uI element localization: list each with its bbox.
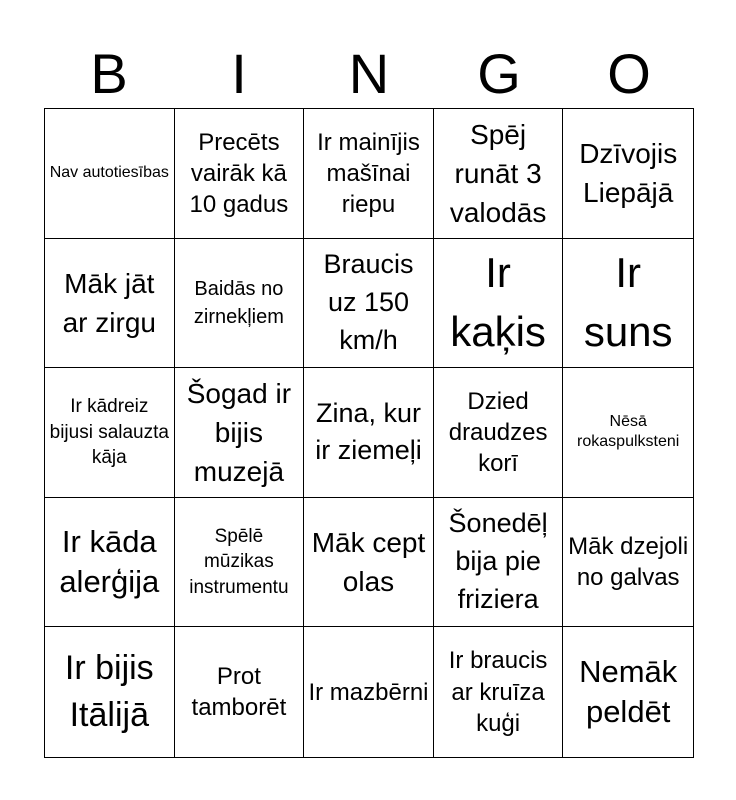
cell-text: Dzied draudzes korī: [448, 387, 548, 478]
cell-text: Ir mainījis mašīnai riepu: [317, 128, 420, 218]
cell-text: Ir mazbērni: [308, 678, 429, 706]
bingo-cell[interactable]: [175, 109, 305, 239]
bingo-cell[interactable]: [434, 109, 564, 239]
cell-text: Ir kaķis: [450, 249, 546, 355]
bingo-cell[interactable]: [304, 498, 434, 628]
bingo-cell[interactable]: [434, 239, 564, 369]
bingo-cell[interactable]: [45, 239, 175, 369]
header-letter-n: N: [348, 42, 390, 105]
cell-text: Ir kādreiz bijusi salauzta kāja: [49, 396, 169, 469]
bingo-cell[interactable]: [175, 239, 305, 369]
cell-text: Nēsā rokaspulksteni: [577, 412, 680, 451]
bingo-cell[interactable]: [304, 368, 434, 498]
cell-text: Prot tamborēt: [191, 663, 287, 722]
bingo-cell[interactable]: [563, 109, 693, 239]
header-letter-g: G: [477, 42, 521, 105]
bingo-cell[interactable]: [563, 627, 693, 757]
bingo-cell[interactable]: [434, 498, 564, 628]
cell-text: Māk dzejoli no galvas: [568, 532, 689, 592]
bingo-header: [44, 40, 694, 108]
cell-text: Māk jāt ar zirgu: [62, 267, 156, 338]
cell-text: Nav autotiesības: [49, 163, 169, 181]
cell-text: Ir braucis ar kruīza kuģi: [448, 647, 548, 737]
bingo-cell[interactable]: [563, 368, 693, 498]
cell-text: Braucis uz 150 km/h: [323, 249, 414, 355]
cell-text: Māk cept olas: [311, 526, 426, 598]
header-letter-i: I: [231, 42, 247, 105]
cell-text: Ir kāda alerģija: [59, 523, 160, 600]
bingo-cell[interactable]: [175, 627, 305, 757]
bingo-cell[interactable]: [175, 498, 305, 628]
cell-text: Dzīvojis Liepājā: [579, 138, 678, 209]
header-letter-o: O: [607, 42, 651, 105]
bingo-cell[interactable]: [304, 109, 434, 239]
header-letter-b: B: [90, 42, 128, 105]
bingo-cell[interactable]: [175, 368, 305, 498]
bingo-cell[interactable]: [45, 627, 175, 757]
bingo-cell[interactable]: [45, 498, 175, 628]
cell-text: Spēlē mūzikas instrumentu: [189, 525, 289, 598]
bingo-cell[interactable]: [434, 368, 564, 498]
cell-text: Ir bijis Itālijā: [64, 648, 154, 735]
bingo-cell[interactable]: [45, 368, 175, 498]
cell-text: Precēts vairāk kā 10 gadus: [189, 128, 289, 218]
cell-text: Baidās no zirnekļiem: [193, 277, 284, 328]
bingo-cell[interactable]: [434, 627, 564, 757]
cell-text: Ir suns: [583, 249, 673, 355]
bingo-cell[interactable]: [563, 239, 693, 369]
bingo-cell[interactable]: [304, 627, 434, 757]
bingo-grid: [44, 108, 694, 758]
cell-text: Šonedēļ bija pie friziera: [448, 508, 548, 614]
cell-text: Nemāk peldēt: [579, 653, 678, 730]
bingo-cell[interactable]: [45, 109, 175, 239]
cell-text: Spēj runāt 3 valodās: [449, 118, 547, 228]
bingo-cell[interactable]: [563, 498, 693, 628]
cell-text: Zina, kur ir ziemeļi: [315, 397, 422, 466]
bingo-cell[interactable]: [304, 239, 434, 369]
cell-text: Šogad ir bijis muzejā: [186, 377, 292, 488]
